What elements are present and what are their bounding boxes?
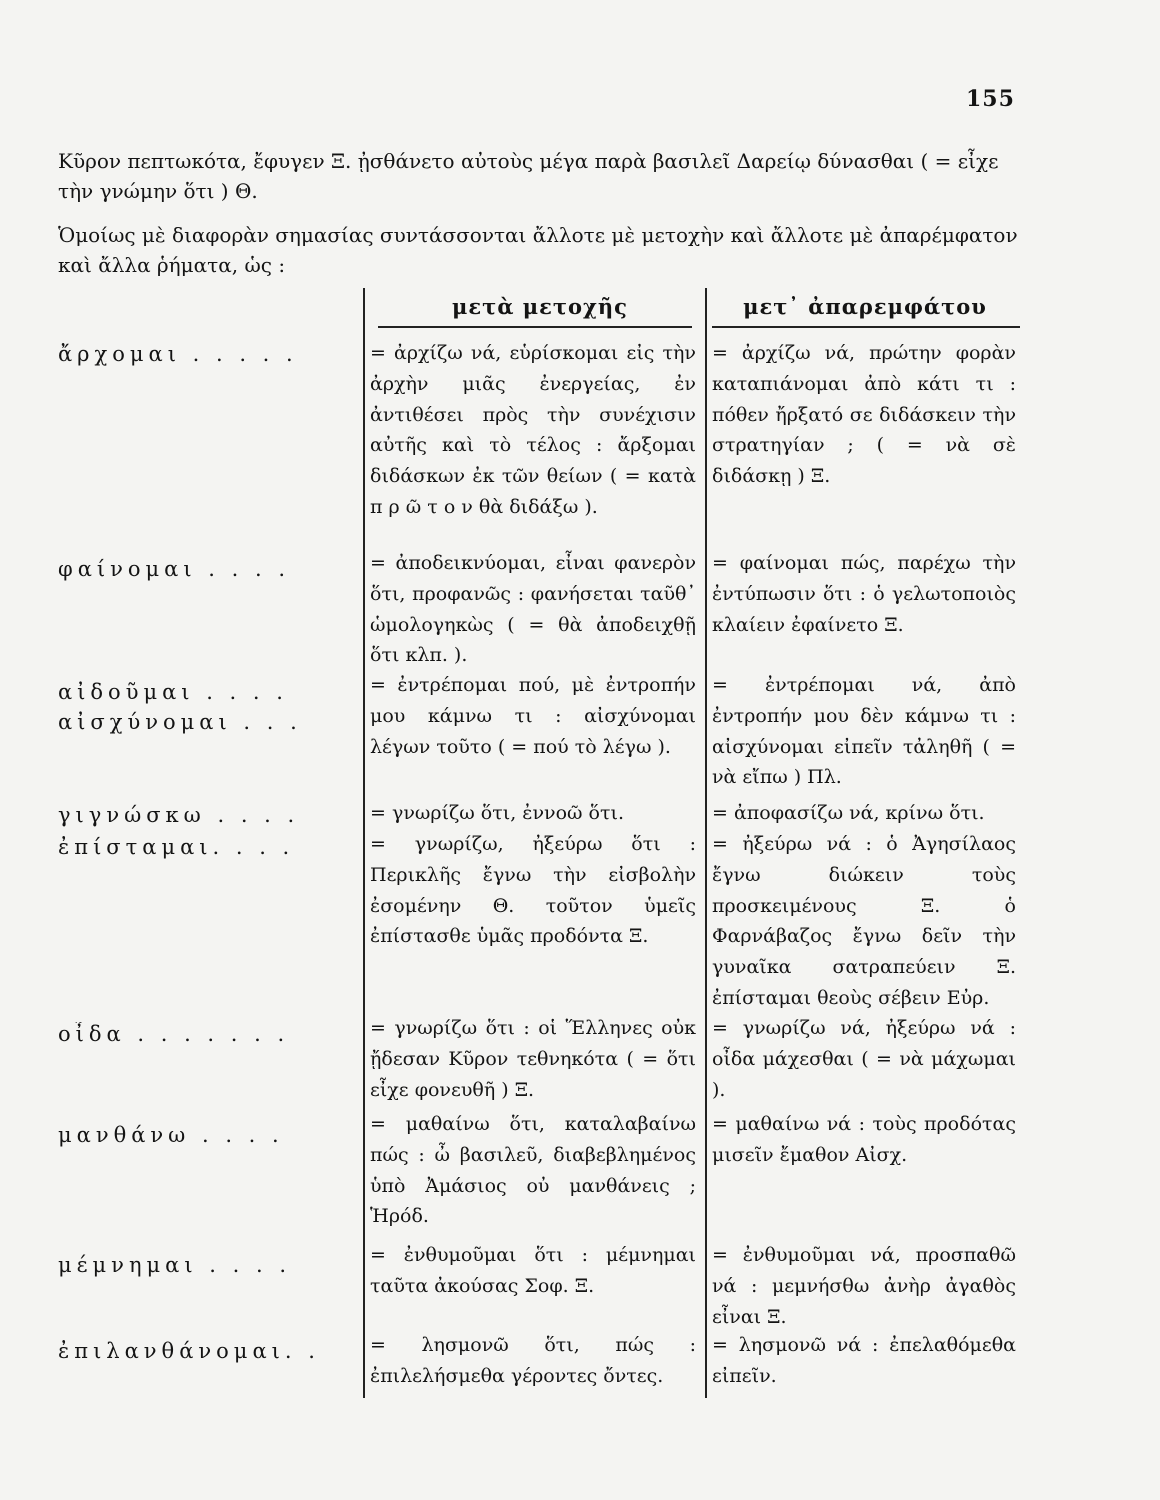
- participle-meaning: = ἀποδεικνύομαι, εἶναι φανερὸν ὅτι, προφανῶς : φανήσεται ταῦθ᾽ ὡμολογηκὼς ( = θὰ ἀποδειχθῇ ὅτι κλπ. ).: [370, 552, 696, 667]
- column-divider: [705, 288, 707, 1398]
- verb-entry: γιγνώσκω . . . .: [58, 803, 300, 827]
- verb-entry: οἶδα . . . . . . .: [58, 1022, 290, 1046]
- participle-meaning: = ἐνθυμοῦμαι ὅτι : μέμνημαι ταῦτα ἀκούσας Σοφ. Ξ.: [370, 1244, 696, 1297]
- verb-entry: ἐπιλανθάνομαι. .: [58, 1339, 320, 1363]
- participle-meaning: = μαθαίνω ὅτι, καταλαβαίνω πώς : ὦ βασιλεῦ, διαβεβλημένος ὑπὸ Ἀμάσιος οὐ μανθάνεις ; Ἡρόδ.: [370, 1113, 696, 1228]
- participle-meaning: = ἀρχίζω νά, εὑρίσκομαι εἰς τὴν ἀρχὴν μιᾶς ἐνεργείας, ἐν ἀντιθέσει πρὸς τὴν συνέχισιν αὐτῆς καὶ τὸ τέλος : ἄρξομαι διδάσκων ἐκ τῶν θείων ( = κατὰ π ρ ῶ τ ο ν θὰ διδάξω ).: [370, 342, 696, 518]
- infinitive-meaning: = γνωρίζω νά, ἠξεύρω νά : οἶδα μάχεσθαι ( = νὰ μάχωμαι ).: [712, 1017, 1016, 1101]
- participle-meaning: = ἐντρέπομαι πού, μὲ ἐντροπήν μου κάμνω τι : αἰσχύνομαι λέγων τοῦτο ( = πού τὸ λέγω ).: [370, 674, 696, 758]
- intro-paragraph-1: Κῦρον πεπτωκότα, ἔφυγεν Ξ. ᾐσθάνετο αὐτοὺς μέγα παρὰ βασιλεῖ Δαρείῳ δύνασθαι ( = εἶχε τὴν γνώμην ὅτι ) Θ.: [58, 149, 999, 203]
- column-divider: [363, 288, 365, 1398]
- participle-meaning: = γνωρίζω, ἠξεύρω ὅτι : Περικλῆς ἔγνω τὴν εἰσβολὴν ἐσομένην Θ. τοῦτον ὑμεῖς ἐπίστασθε ὑμᾶς προδόντα Ξ.: [370, 833, 696, 948]
- verb-entry: μανθάνω . . . .: [58, 1123, 284, 1147]
- column-header-participle: μετὰ μετοχῆς: [452, 294, 628, 319]
- infinitive-meaning: = ἐνθυμοῦμαι νά, προσπαθῶ νά : μεμνήσθω ἀνὴρ ἀγαθὸς εἶναι Ξ.: [712, 1244, 1016, 1328]
- participle-meaning: = γνωρίζω ὅτι : οἱ Ἕλληνες οὐκ ᾔδεσαν Κῦρον τεθνηκότα ( = ὅτι εἶχε φονευθῆ ) Ξ.: [370, 1017, 696, 1101]
- infinitive-meaning: = ἀρχίζω νά, πρώτην φορὰν καταπιάνομαι ἀπὸ κάτι τι : πόθεν ἤρξατό σε διδάσκειν τὴν στρατηγίαν ; ( = νὰ σὲ διδάσκῃ ) Ξ.: [712, 342, 1016, 488]
- verb-entry: φαίνομαι . . . .: [58, 557, 290, 581]
- infinitive-meaning: = ἠξεύρω νά : ὁ Ἀγησίλαος ἔγνω διώκειν τοὺς προσκειμένους Ξ. ὁ Φαρνάβαζος ἔγνω δεῖν τὴν γυναῖκα σατραπεύειν Ξ. ἐπίσταμαι θεοὺς σέβειν Εὐρ.: [712, 833, 1016, 1009]
- verb-entry: αἰσχύνομαι . . .: [58, 710, 302, 734]
- page-number: 155: [966, 86, 1015, 112]
- infinitive-meaning: = λησμονῶ νά : ἐπελαθόμεθα εἰπεῖν.: [712, 1334, 1016, 1387]
- verb-entry: ἐπίσταμαι. . . .: [58, 835, 295, 859]
- participle-meaning: = λησμονῶ ὅτι, πώς : ἐπιλελήσμεθα γέροντες ὄντες.: [370, 1334, 696, 1387]
- infinitive-meaning: = ἀποφασίζω νά, κρίνω ὅτι.: [712, 802, 985, 824]
- infinitive-meaning: = ἐντρέπομαι νά, ἀπὸ ἐντροπήν μου δὲν κάμνω τι : αἰσχύνομαι εἰπεῖν τἀληθῆ ( = νὰ εἴπω ) Πλ.: [712, 674, 1016, 789]
- intro-paragraph-2: Ὁμοίως μὲ διαφορὰν σημασίας συντάσσονται ἄλλοτε μὲ μετοχὴν καὶ ἄλλοτε μὲ ἀπαρέμφατον καὶ ἄλλα ῥήματα, ὡς :: [58, 223, 1018, 277]
- column-header-infinitive: μετ᾽ ἀπαρεμφάτου: [743, 294, 987, 319]
- participle-meaning: = γνωρίζω ὅτι, ἐννοῶ ὅτι.: [370, 802, 624, 824]
- infinitive-meaning: = μαθαίνω νά : τοὺς προδότας μισεῖν ἔμαθον Αἰσχ.: [712, 1113, 1016, 1166]
- header-rule: [378, 326, 692, 328]
- verb-entry: αἰδοῦμαι . . . .: [58, 680, 288, 704]
- header-rule: [712, 326, 1020, 328]
- verb-entry: ἄρχομαι . . . . .: [58, 342, 298, 366]
- verb-entry: μέμνημαι . . . .: [58, 1253, 291, 1277]
- infinitive-meaning: = φαίνομαι πώς, παρέχω τὴν ἐντύπωσιν ὅτι : ὁ γελωτοποιὸς κλαίειν ἐφαίνετο Ξ.: [712, 552, 1016, 636]
